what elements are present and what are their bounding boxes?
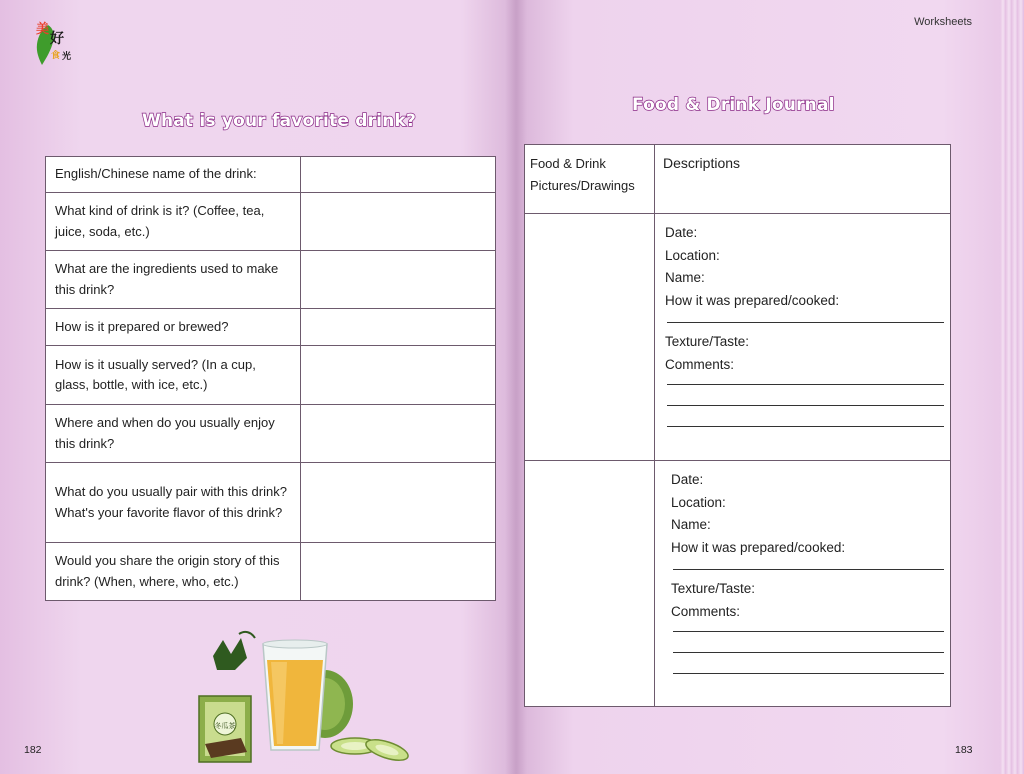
question-cell: Would you share the origin story of this drink? (When, where, who, etc.) — [46, 543, 301, 601]
journal-table — [524, 144, 951, 707]
logo-char-3: 食 — [51, 51, 61, 61]
table-row — [46, 251, 496, 309]
texture-label: Texture/Taste: — [665, 334, 750, 349]
right-page-title: Food & Drink Journal — [632, 95, 835, 115]
question-cell: What are the ingredients used to make this drink? — [46, 251, 301, 309]
answer-cell[interactable] — [300, 251, 495, 309]
answer-cell[interactable] — [300, 543, 495, 601]
question-cell: What do you usually pair with this drink? What's your favorite flavor of this drink? — [46, 463, 301, 543]
comments-label: Comments: — [665, 356, 735, 372]
question-cell: How is it prepared or brewed? — [46, 309, 301, 346]
table-row — [46, 193, 496, 251]
table-row — [46, 157, 496, 193]
picture-drawing-area[interactable] — [525, 214, 655, 461]
column-header-pictures: Food & Drink Pictures/Drawings — [525, 145, 655, 214]
date-label: Date: — [671, 472, 704, 487]
location-label: Location: — [665, 247, 720, 263]
write-line[interactable] — [673, 673, 944, 674]
table-row — [46, 405, 496, 463]
logo-char-4: 光 — [62, 52, 72, 62]
description-cell — [655, 214, 951, 461]
date-label: Date: — [665, 225, 698, 240]
question-cell: What kind of drink is it? (Coffee, tea, juice, soda, etc.) — [46, 193, 301, 251]
answer-cell[interactable] — [300, 309, 495, 346]
logo-char-1: 美 — [36, 22, 50, 37]
answer-cell[interactable] — [300, 405, 495, 463]
journal-entry-row — [525, 214, 951, 461]
logo — [30, 20, 80, 72]
column-header-descriptions: Descriptions — [655, 145, 951, 214]
texture-label: Texture/Taste: — [671, 581, 756, 596]
picture-drawing-area[interactable] — [525, 461, 655, 707]
answer-cell[interactable] — [300, 193, 495, 251]
left-page-title: What is your favorite drink? — [142, 111, 417, 131]
journal-entry-row — [525, 461, 951, 707]
comments-label: Comments: — [671, 603, 741, 619]
name-label: Name: — [671, 517, 711, 532]
description-cell — [655, 461, 951, 707]
answer-cell[interactable] — [300, 346, 495, 405]
table-row — [46, 346, 496, 405]
table-header-row — [525, 145, 951, 214]
page-number-right: 183 — [955, 744, 973, 756]
name-label: Name: — [665, 270, 705, 285]
prepared-label: How it was prepared/cooked: — [671, 539, 846, 555]
page-number-left: 182 — [24, 744, 42, 756]
question-cell: How is it usually served? (In a cup, glass, bottle, with ice, etc.) — [46, 346, 301, 405]
page-edges — [1000, 0, 1024, 774]
location-label: Location: — [671, 494, 726, 510]
answer-cell[interactable] — [300, 463, 495, 543]
prepared-label: How it was prepared/cooked: — [665, 292, 840, 308]
tea-box-label: 冬瓜茶 — [214, 722, 236, 730]
question-cell: English/Chinese name of the drink: — [46, 157, 301, 193]
logo-char-2: 好 — [50, 31, 64, 47]
question-cell: Where and when do you usually enjoy this drink? — [46, 405, 301, 463]
answer-cell[interactable] — [300, 157, 495, 193]
table-row — [46, 543, 496, 601]
favorite-drink-table — [45, 156, 496, 601]
table-row — [46, 463, 496, 543]
winter-melon-tea-illustration — [195, 626, 415, 766]
table-row — [46, 309, 496, 346]
write-line[interactable] — [667, 426, 944, 427]
running-head: Worksheets — [914, 16, 972, 28]
